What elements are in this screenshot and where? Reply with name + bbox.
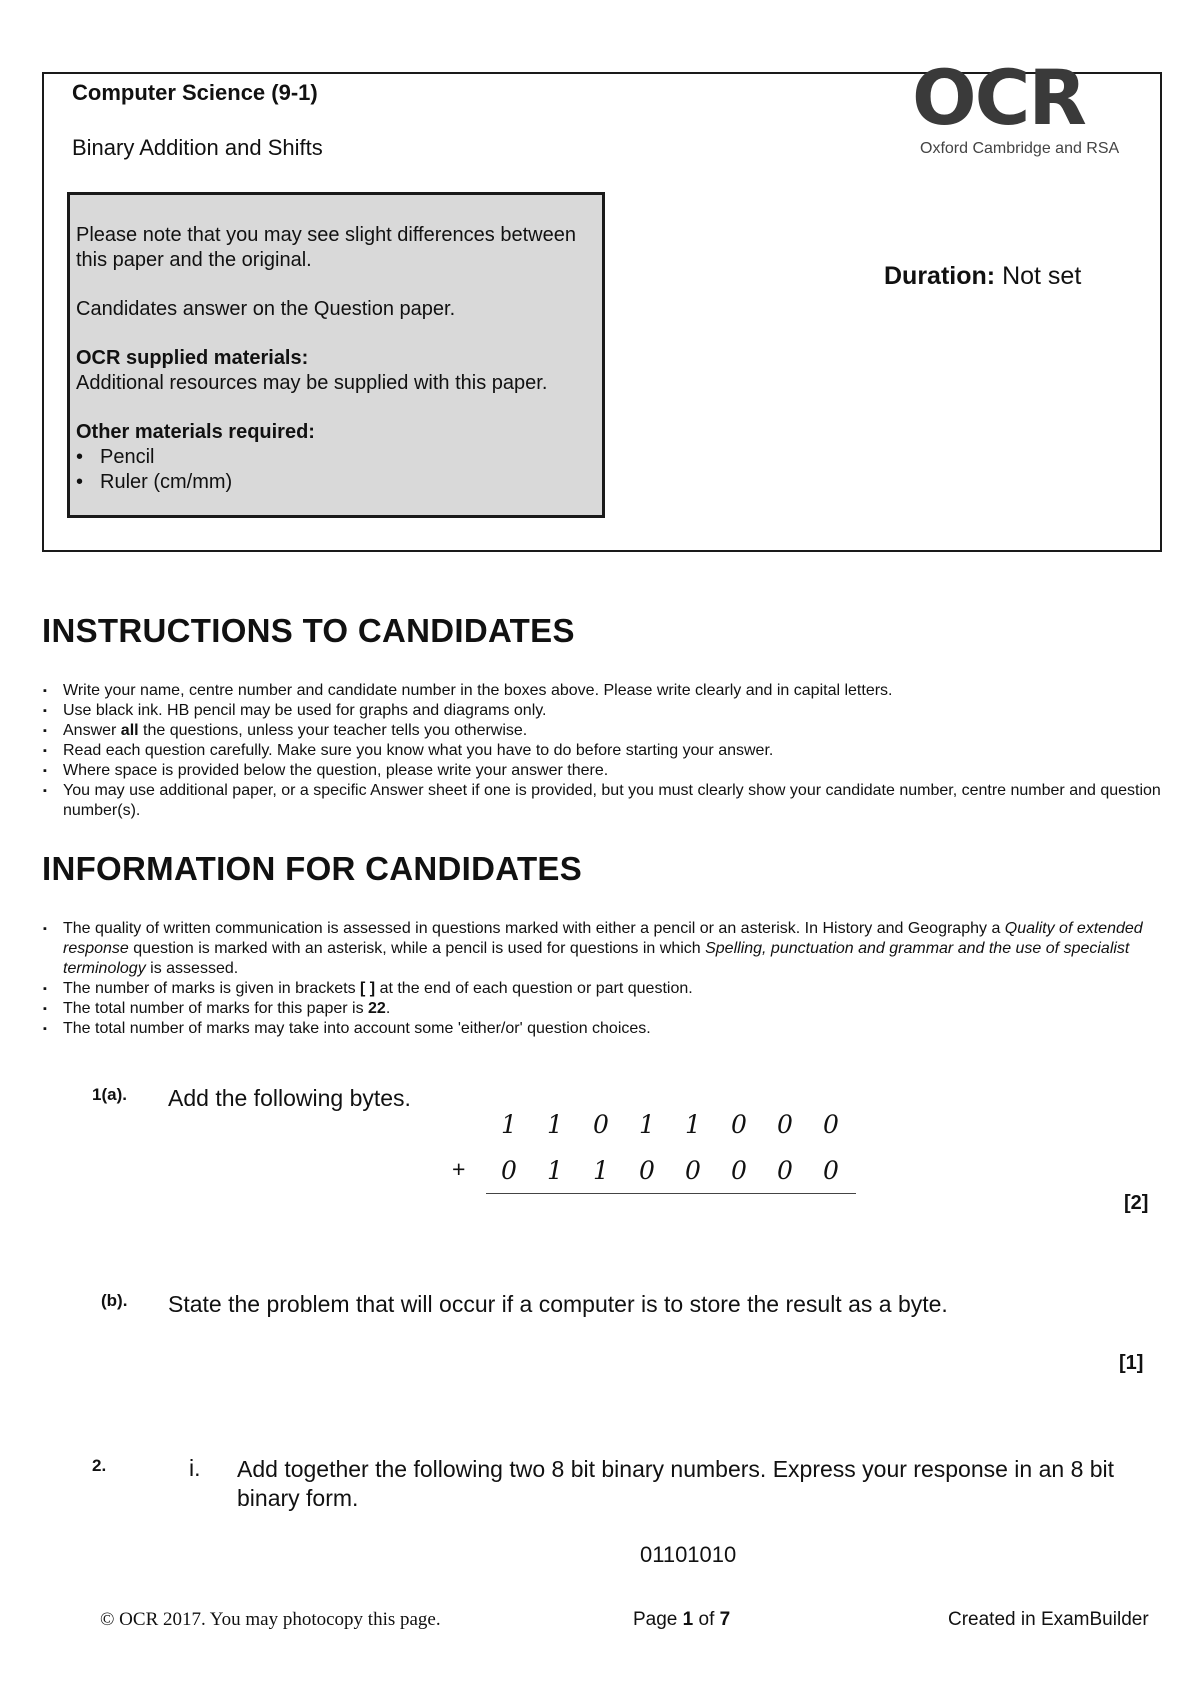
list-item: ▪ The number of marks is given in brackets [ ] at the end of each question or part question.: [42, 979, 1162, 999]
question-number: (b).: [101, 1291, 128, 1310]
list-item: • Pencil: [76, 445, 596, 470]
information-heading: INFORMATION FOR CANDIDATES: [42, 850, 583, 887]
other-materials: [76, 420, 596, 495]
binary-value: 01101010: [640, 1542, 737, 1567]
materials-box: [67, 192, 605, 518]
question-text: Add together the following two 8 bit binary numbers. Express your response in an 8 bit binary form.: [237, 1456, 1115, 1511]
list-item: • Ruler (cm/mm): [76, 470, 596, 495]
duration-label: Duration:: [884, 262, 996, 290]
bottom-byte-digit: 0: [823, 1156, 839, 1185]
list-item: ▪ Read each question carefully. Make sure you know what you have to do before starting your answer.: [42, 741, 1162, 761]
sum-line: [486, 1193, 856, 1194]
other-materials-list: [76, 445, 596, 495]
list-item: ▪ The total number of marks for this paper is 22.: [42, 999, 1162, 1019]
list-item: ▪ Use black ink. HB pencil may be used for graphs and diagrams only.: [42, 701, 1162, 721]
bottom-byte-digit: 0: [685, 1156, 701, 1185]
top-byte-digit: 0: [593, 1110, 609, 1139]
duration: [884, 262, 1081, 291]
top-byte-digit: 1: [501, 1110, 517, 1139]
top-byte-digit: 1: [685, 1110, 701, 1139]
question-number: 1(a).: [92, 1085, 127, 1104]
supplied-materials: [76, 346, 596, 396]
supplied-heading: OCR supplied materials:: [76, 347, 309, 369]
bottom-byte-digit: 0: [501, 1156, 517, 1185]
duration-value: Not set: [1002, 262, 1082, 290]
list-item: ▪ The quality of written communication is assessed in questions marked with either a pencil or an asterisk. In History and Geography a Quality of extended response question is marked with an asterisk, while a pencil is used for questions in which Spelling, punctuation and grammar and the use of specialist terminology is assessed.: [42, 919, 1162, 979]
subject-title: Computer Science (9-1): [72, 80, 318, 105]
differences-note: Please note that you may see slight differences between this paper and the original.: [76, 224, 576, 271]
bottom-byte-digit: 0: [777, 1156, 793, 1185]
bottom-byte-digit: 0: [639, 1156, 655, 1185]
list-item: ▪ Write your name, centre number and candidate number in the boxes above. Please write clearly and in capital letters.: [42, 681, 1162, 701]
instructions-list: [42, 681, 1162, 821]
top-byte-digit: 1: [547, 1110, 563, 1139]
information-list: [42, 919, 1162, 1039]
bottom-byte-digit: 1: [547, 1156, 563, 1185]
list-item: ▪ Answer all the questions, unless your teacher tells you otherwise.: [42, 721, 1162, 741]
top-byte-digit: 0: [731, 1110, 747, 1139]
bottom-byte-digit: 1: [593, 1156, 609, 1185]
top-byte-digit: 1: [639, 1110, 655, 1139]
plus-sign: +: [452, 1156, 466, 1182]
ocr-logo-subtitle: Oxford Cambridge and RSA: [920, 140, 1120, 157]
answer-on-note: Candidates answer on the Question paper.: [76, 298, 456, 320]
other-heading: Other materials required:: [76, 421, 315, 443]
question-text: Add the following bytes.: [168, 1085, 411, 1111]
marks-label: [1]: [1119, 1352, 1144, 1374]
list-item: ▪ The total number of marks may take into account some 'either/or' question choices.: [42, 1019, 1162, 1039]
top-byte-digit: 0: [823, 1110, 839, 1139]
list-item: ▪ Where space is provided below the question, please write your answer there.: [42, 761, 1162, 781]
question-number: 2.: [92, 1456, 107, 1475]
ocr-logo: OCR: [912, 53, 1085, 142]
bottom-byte-digit: 0: [731, 1156, 747, 1185]
list-item: ▪ You may use additional paper, or a specific Answer sheet if one is provided, but you must clearly show your candidate number, centre number and question number(s).: [42, 781, 1162, 821]
paper-title: Binary Addition and Shifts: [72, 135, 323, 160]
sub-question-number: i.: [189, 1455, 201, 1481]
footer-copyright: © OCR 2017. You may photocopy this page.: [100, 1609, 441, 1630]
supplied-text: Additional resources may be supplied with this paper.: [76, 372, 548, 394]
top-byte-digit: 0: [777, 1110, 793, 1139]
instructions-heading: INSTRUCTIONS TO CANDIDATES: [42, 612, 575, 649]
question-text: State the problem that will occur if a computer is to store the result as a byte.: [168, 1291, 948, 1317]
footer-creator: Created in ExamBuilder: [948, 1609, 1149, 1630]
footer-page-number: Page 1 of 7: [633, 1609, 731, 1630]
marks-label: [2]: [1124, 1192, 1149, 1214]
